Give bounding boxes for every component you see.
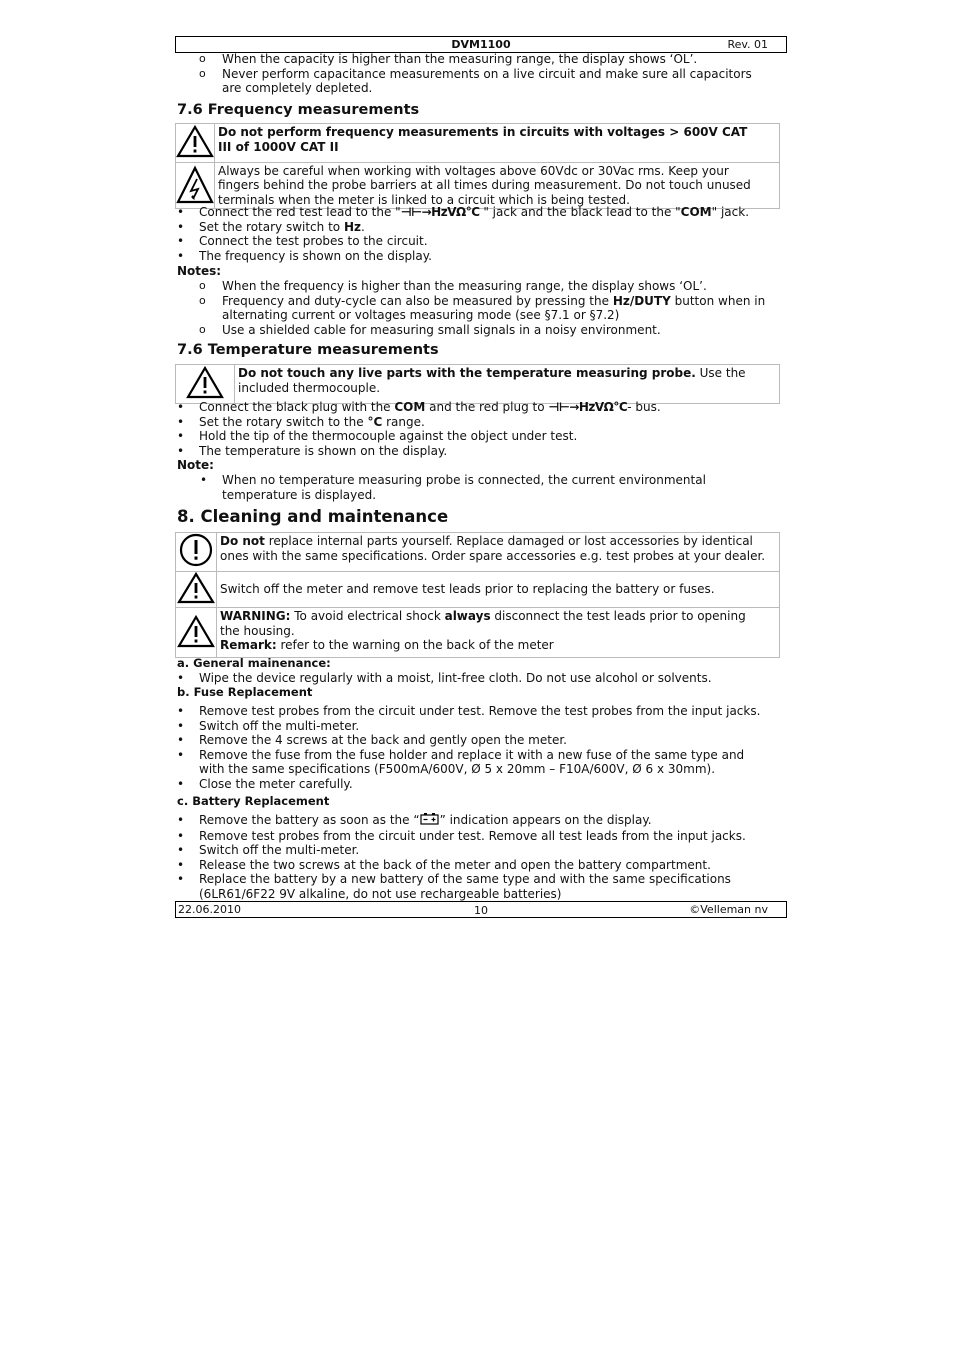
page-header [175, 36, 787, 53]
jack-symbol: ⊣⊢→HzVΩ°C [400, 205, 480, 219]
list-item: • Wipe the device regularly with a moist, lint-free cloth. Do not use alcohol or solvents. [177, 671, 712, 685]
warning-icon [176, 124, 215, 163]
cleaning-warning-table [175, 532, 780, 658]
list-item: o Never perform capacitance measurements on a live circuit and make sure all capacitors are completely depleted. [199, 66, 752, 96]
footer-copyright: ©Velleman nv [689, 903, 768, 916]
frequency-warning-2: Always be careful when working with voltages above 60Vdc or 30Vac rms. Keep your fingers behind the probe barriers at all times during measurement. Do not touch unused terminals when the meter is linked to a circuit which is being tested. [215, 162, 780, 209]
list-item: • Set the rotary switch to the °C range. [177, 414, 425, 429]
footer-date: 22.06.2010 [178, 903, 241, 916]
list-item: • Switch off the multi-meter. [177, 718, 360, 733]
general-maintenance-label: a. General mainenance: [177, 656, 331, 670]
temperature-note [175, 473, 787, 502]
list-item: • Connect the black plug with the COM and the red plug to ⊣⊢→HzVΩ°C- bus. [177, 400, 661, 414]
list-item: • Remove test probes from the circuit under test. Remove the test probes from the input jacks. [177, 704, 761, 718]
cleaning-warning-3: WARNING: To avoid electrical shock always disconnect the test leads prior to opening the housing. Remark: refer to the warning on the back of the meter [217, 608, 780, 658]
temperature-steps [175, 400, 787, 458]
battery-replacement-list [175, 813, 787, 902]
list-item: • Hold the tip of the thermocouple against the object under test. [177, 429, 578, 444]
list-item: • Switch off the multi-meter. [177, 843, 360, 858]
frequency-notes [175, 279, 787, 337]
list-item: o Frequency and duty-cycle can also be measured by pressing the Hz/DUTY button when in alternating current or voltages measuring mode (see §7.1 or §7.2) [199, 293, 766, 323]
list-item: o When the capacity is higher than the measuring range, the display shows ‘OL’. [199, 52, 698, 66]
list-item: • The frequency is shown on the display. [177, 248, 432, 263]
warning-icon [176, 365, 235, 404]
cleaning-heading: 8. Cleaning and maintenance [177, 507, 449, 526]
header-revision: Rev. 01 [727, 38, 768, 51]
list-item: • Release the two screws at the back of the meter and open the battery compartment. [177, 857, 711, 872]
frequency-warning-table [175, 123, 780, 209]
capacity-notes [175, 52, 787, 96]
cleaning-warning-2: Switch off the meter and remove test leads prior to replacing the battery or fuses. [217, 571, 780, 608]
list-item: o Use a shielded cable for measuring small signals in a noisy environment. [199, 322, 661, 337]
exclamation-circle-icon [176, 533, 217, 572]
fuse-replacement-label: b. Fuse Replacement [177, 685, 313, 699]
temperature-heading: 7.6 Temperature measurements [177, 342, 439, 358]
list-item: • Remove test probes from the circuit under test. Remove all test leads from the input jacks. [177, 828, 746, 843]
temperature-warning: Do not touch any live parts with the temperature measuring probe. Use the included thermocouple. [235, 365, 780, 404]
list-item: • Remove the battery as soon as the “ ” indication appears on the display. [177, 813, 652, 827]
page-number: 10 [474, 904, 488, 917]
page [175, 36, 787, 901]
battery-replacement-label: c. Battery Replacement [177, 794, 330, 808]
list-item: • Connect the red test lead to the "⊣⊢→HzVΩ°C " jack and the black lead to the "COM" jack. [177, 205, 750, 219]
fuse-replacement-list [175, 704, 787, 792]
frequency-steps [175, 205, 787, 263]
cleaning-warning-1: Do not replace internal parts yourself. Replace damaged or lost accessories by identical ones with the same specifications. Order spare accessories e.g. test probes at your dealer. [217, 533, 780, 572]
frequency-heading: 7.6 Frequency measurements [177, 102, 420, 118]
battery-icon [420, 813, 440, 829]
note-label: Note: [177, 458, 214, 472]
list-item: • Remove the 4 screws at the back and gently open the meter. [177, 733, 567, 748]
list-item: • The temperature is shown on the display. [177, 443, 448, 458]
list-item: • Set the rotary switch to Hz. [177, 219, 365, 234]
notes-label: Notes: [177, 264, 222, 278]
jack-symbol: ⊣⊢→HzVΩ°C [548, 400, 628, 414]
list-item: • Remove the fuse from the fuse holder and replace it with a new fuse of the same type and with the same specifications (F500mA/600V, Ø 5 x 20mm – F10A/600V, Ø 6 x 30mm). [177, 747, 745, 777]
temperature-warning-table [175, 364, 780, 404]
high-voltage-icon [176, 162, 215, 209]
list-item: • When no temperature measuring probe is connected, the current environmental temperature is displayed. [200, 473, 706, 502]
list-item: • Connect the test probes to the circuit. [177, 234, 428, 249]
page-footer [175, 901, 787, 918]
list-item: • Replace the battery by a new battery of the same type and with the same specifications (6LR61/6F22 9V alkaline, do not use rechargeable batteries) [177, 872, 731, 901]
header-model: DVM1100 [451, 38, 511, 51]
list-item: o When the frequency is higher than the measuring range, the display shows ‘OL’. [199, 279, 707, 293]
list-item: • Close the meter carefully. [177, 776, 353, 791]
general-maintenance-list [175, 671, 787, 686]
warning-icon [176, 571, 217, 608]
warning-icon [176, 608, 217, 658]
frequency-warning-1: Do not perform frequency measurements in circuits with voltages > 600V CAT III of 1000V CAT II [215, 124, 780, 163]
